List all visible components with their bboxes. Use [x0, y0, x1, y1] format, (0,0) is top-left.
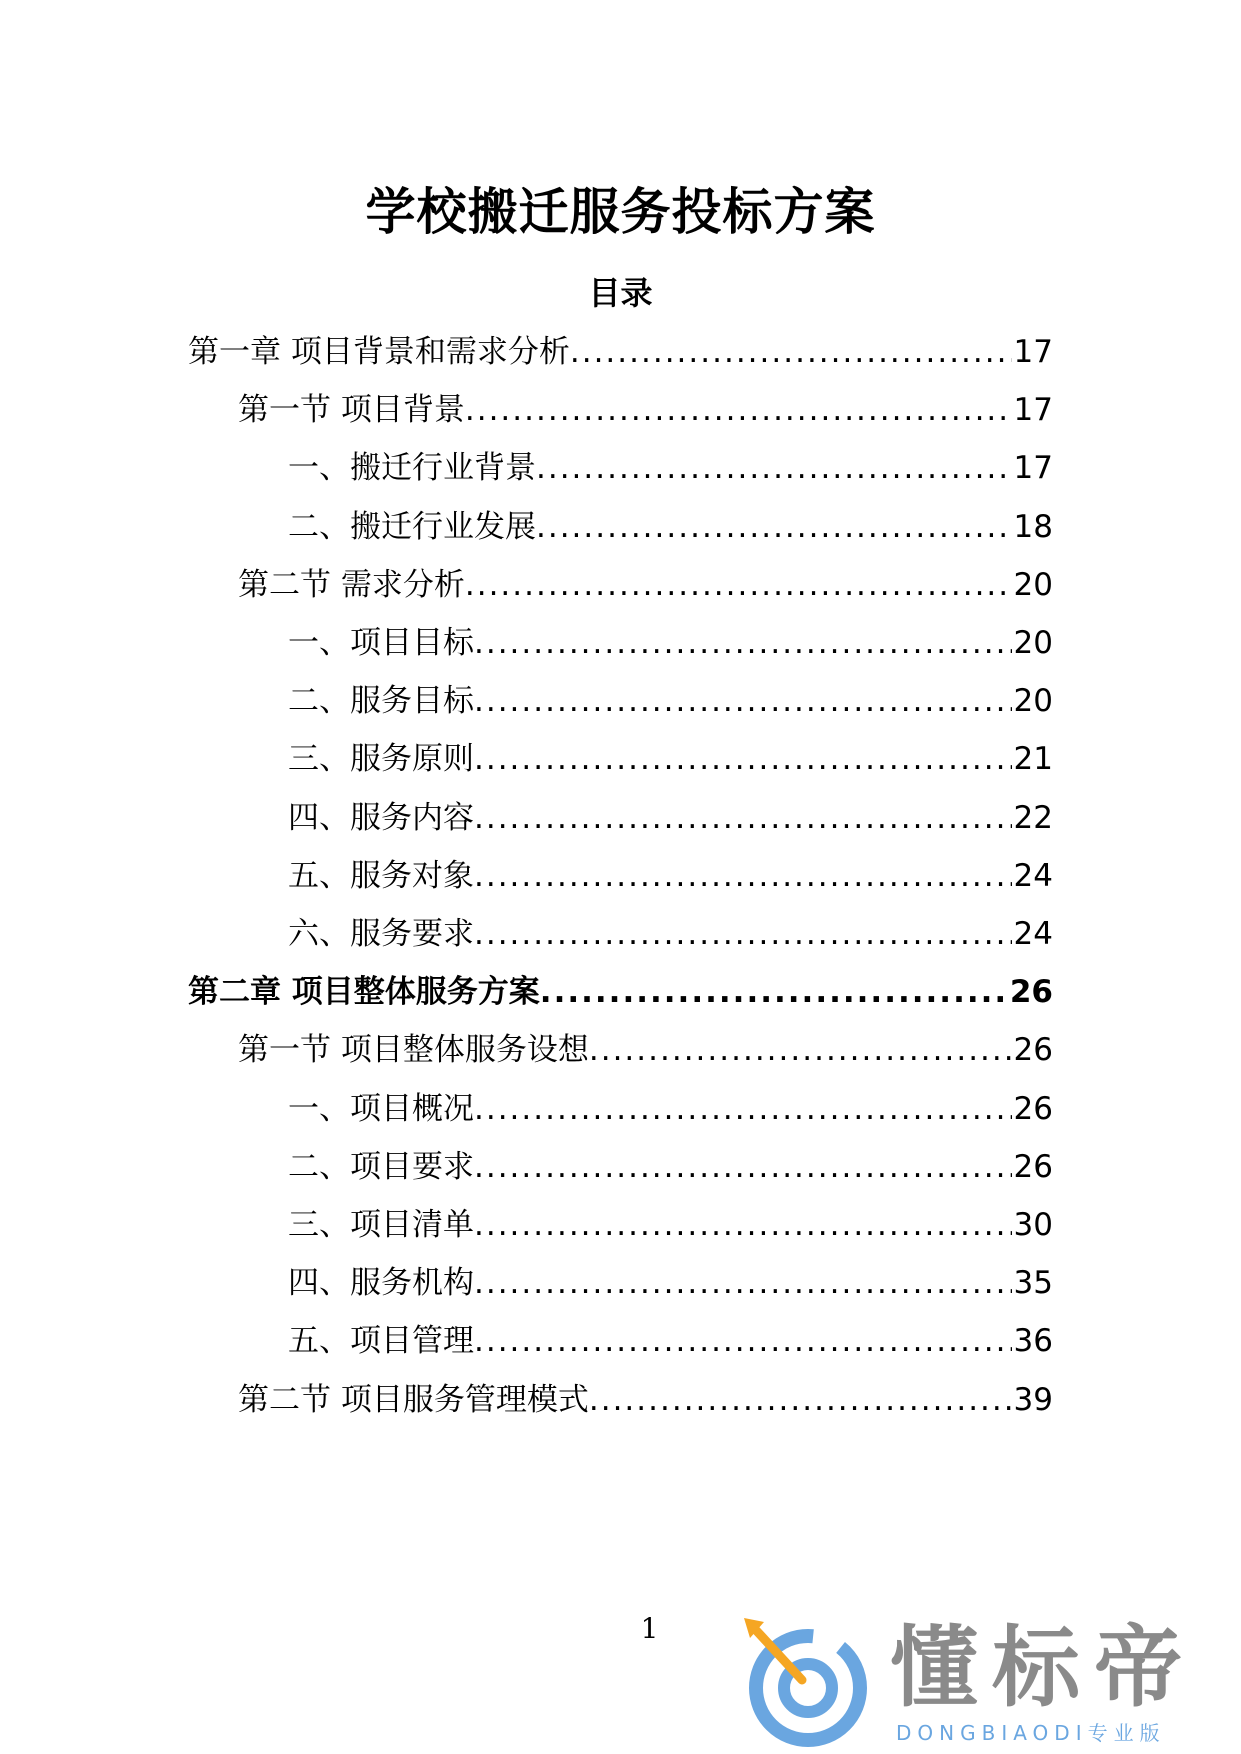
- toc-entry[interactable]: [288, 1319, 1053, 1363]
- toc-entry-label: 第二节 需求分析: [238, 566, 465, 603]
- document-title: 学校搬迁服务投标方案: [365, 183, 876, 241]
- toc-entry[interactable]: [288, 912, 1053, 956]
- toc-entry-page-number: 17: [1013, 392, 1053, 429]
- toc-entry[interactable]: [238, 388, 1053, 432]
- toc-entry-page-number: 20: [1013, 625, 1053, 661]
- toc-entry-page-number: 18: [1013, 508, 1053, 545]
- page-number: 1: [640, 1612, 659, 1645]
- toc-entry-page-number: 24: [1013, 857, 1053, 894]
- toc-dot-leader: [474, 737, 1012, 781]
- toc-dot-leader: [474, 796, 1012, 840]
- toc-entry-label: 二、项目要求: [288, 1148, 474, 1185]
- toc-entry-page-number: 26: [1009, 974, 1053, 1011]
- toc-dot-leader: [474, 1261, 1012, 1305]
- toc-entry-label: 一、项目目标: [288, 625, 474, 661]
- toc-entry-label: 一、搬迁行业背景: [288, 450, 536, 487]
- toc-entry-label: 四、服务内容: [288, 799, 474, 836]
- toc-entry[interactable]: [238, 1028, 1053, 1072]
- toc-entry-label: 一、项目概况: [288, 1090, 474, 1127]
- toc-entry-label: 二、搬迁行业发展: [288, 508, 536, 545]
- toc-entry-label: 五、服务对象: [288, 857, 474, 894]
- toc-dot-leader: [474, 679, 1012, 723]
- toc-entry-page-number: 26: [1013, 1148, 1053, 1185]
- toc-entry-page-number: 22: [1013, 799, 1053, 836]
- toc-entry-page-number: 21: [1013, 741, 1053, 778]
- toc-entry-page-number: 26: [1013, 1032, 1053, 1069]
- toc-dot-leader: [589, 1028, 1012, 1072]
- watermark-brand: 懂标帝: [890, 1616, 1197, 1719]
- toc-entry[interactable]: [288, 679, 1053, 723]
- toc-entry[interactable]: [288, 1145, 1053, 1189]
- toc-dot-leader: [536, 505, 1012, 549]
- toc-entry[interactable]: [288, 1261, 1053, 1305]
- toc-entry-page-number: 17: [1013, 334, 1053, 370]
- toc-entry-page-number: 26: [1013, 1090, 1053, 1127]
- toc-entry[interactable]: [288, 1203, 1053, 1247]
- toc-dot-leader: [474, 854, 1012, 898]
- toc-entry[interactable]: [288, 796, 1053, 840]
- toc-entry[interactable]: [288, 446, 1053, 490]
- toc-entry[interactable]: [288, 1087, 1053, 1131]
- toc-entry[interactable]: [288, 505, 1053, 549]
- toc-entry-label: 六、服务要求: [288, 916, 474, 952]
- toc-entry-page-number: 39: [1013, 1381, 1053, 1418]
- toc-entry-label: 第二章 项目整体服务方案: [188, 974, 540, 1011]
- toc-entry-page-number: 35: [1013, 1265, 1053, 1302]
- toc-dot-leader: [589, 1378, 1012, 1422]
- toc-dot-leader: [474, 912, 1012, 956]
- target-dart-icon: [740, 1612, 870, 1754]
- toc-entry-page-number: 36: [1013, 1323, 1053, 1360]
- toc-dot-leader: [465, 563, 1012, 607]
- toc-entry-label: 三、项目清单: [288, 1207, 474, 1243]
- toc-dot-leader: [474, 1087, 1012, 1131]
- toc-dot-leader: [536, 446, 1012, 490]
- toc-entry-page-number: 24: [1013, 916, 1053, 952]
- toc-entry-label: 二、服务目标: [288, 683, 474, 720]
- toc-dot-leader: [474, 621, 1012, 665]
- toc-entry-label: 第一节 项目整体服务设想: [238, 1032, 589, 1069]
- toc-dot-leader: [465, 388, 1012, 432]
- toc-entry-page-number: 30: [1013, 1207, 1053, 1243]
- toc-entry[interactable]: [288, 621, 1053, 665]
- watermark: [740, 1612, 1210, 1754]
- toc-dot-leader: [474, 1145, 1012, 1189]
- toc-entry-label: 三、服务原则: [288, 741, 474, 778]
- toc-entry-page-number: 20: [1013, 566, 1053, 603]
- watermark-subtitle: DONGBIAODI专业版: [896, 1721, 1166, 1745]
- toc-dot-leader: [474, 1203, 1012, 1247]
- toc-entry[interactable]: [288, 737, 1053, 781]
- toc-entry-label: 第二节 项目服务管理模式: [238, 1381, 589, 1418]
- toc-entry-label: 第一节 项目背景: [238, 392, 465, 429]
- toc-entry-page-number: 17: [1013, 450, 1053, 487]
- toc-dot-leader: [570, 330, 1012, 374]
- toc-entry[interactable]: [188, 330, 1053, 374]
- toc-entry[interactable]: [238, 563, 1053, 607]
- toc-dot-leader: [474, 1319, 1012, 1363]
- toc-entry-label: 四、服务机构: [288, 1265, 474, 1302]
- toc-entry-label: 五、项目管理: [288, 1323, 474, 1360]
- toc-entry[interactable]: [188, 970, 1053, 1014]
- toc-entry[interactable]: [288, 854, 1053, 898]
- toc-heading: 目录: [588, 274, 653, 312]
- toc-entry[interactable]: [238, 1378, 1053, 1422]
- toc-entry-page-number: 20: [1013, 683, 1053, 720]
- toc-dot-leader: [540, 970, 1008, 1014]
- toc-entry-label: 第一章 项目背景和需求分析: [188, 334, 570, 370]
